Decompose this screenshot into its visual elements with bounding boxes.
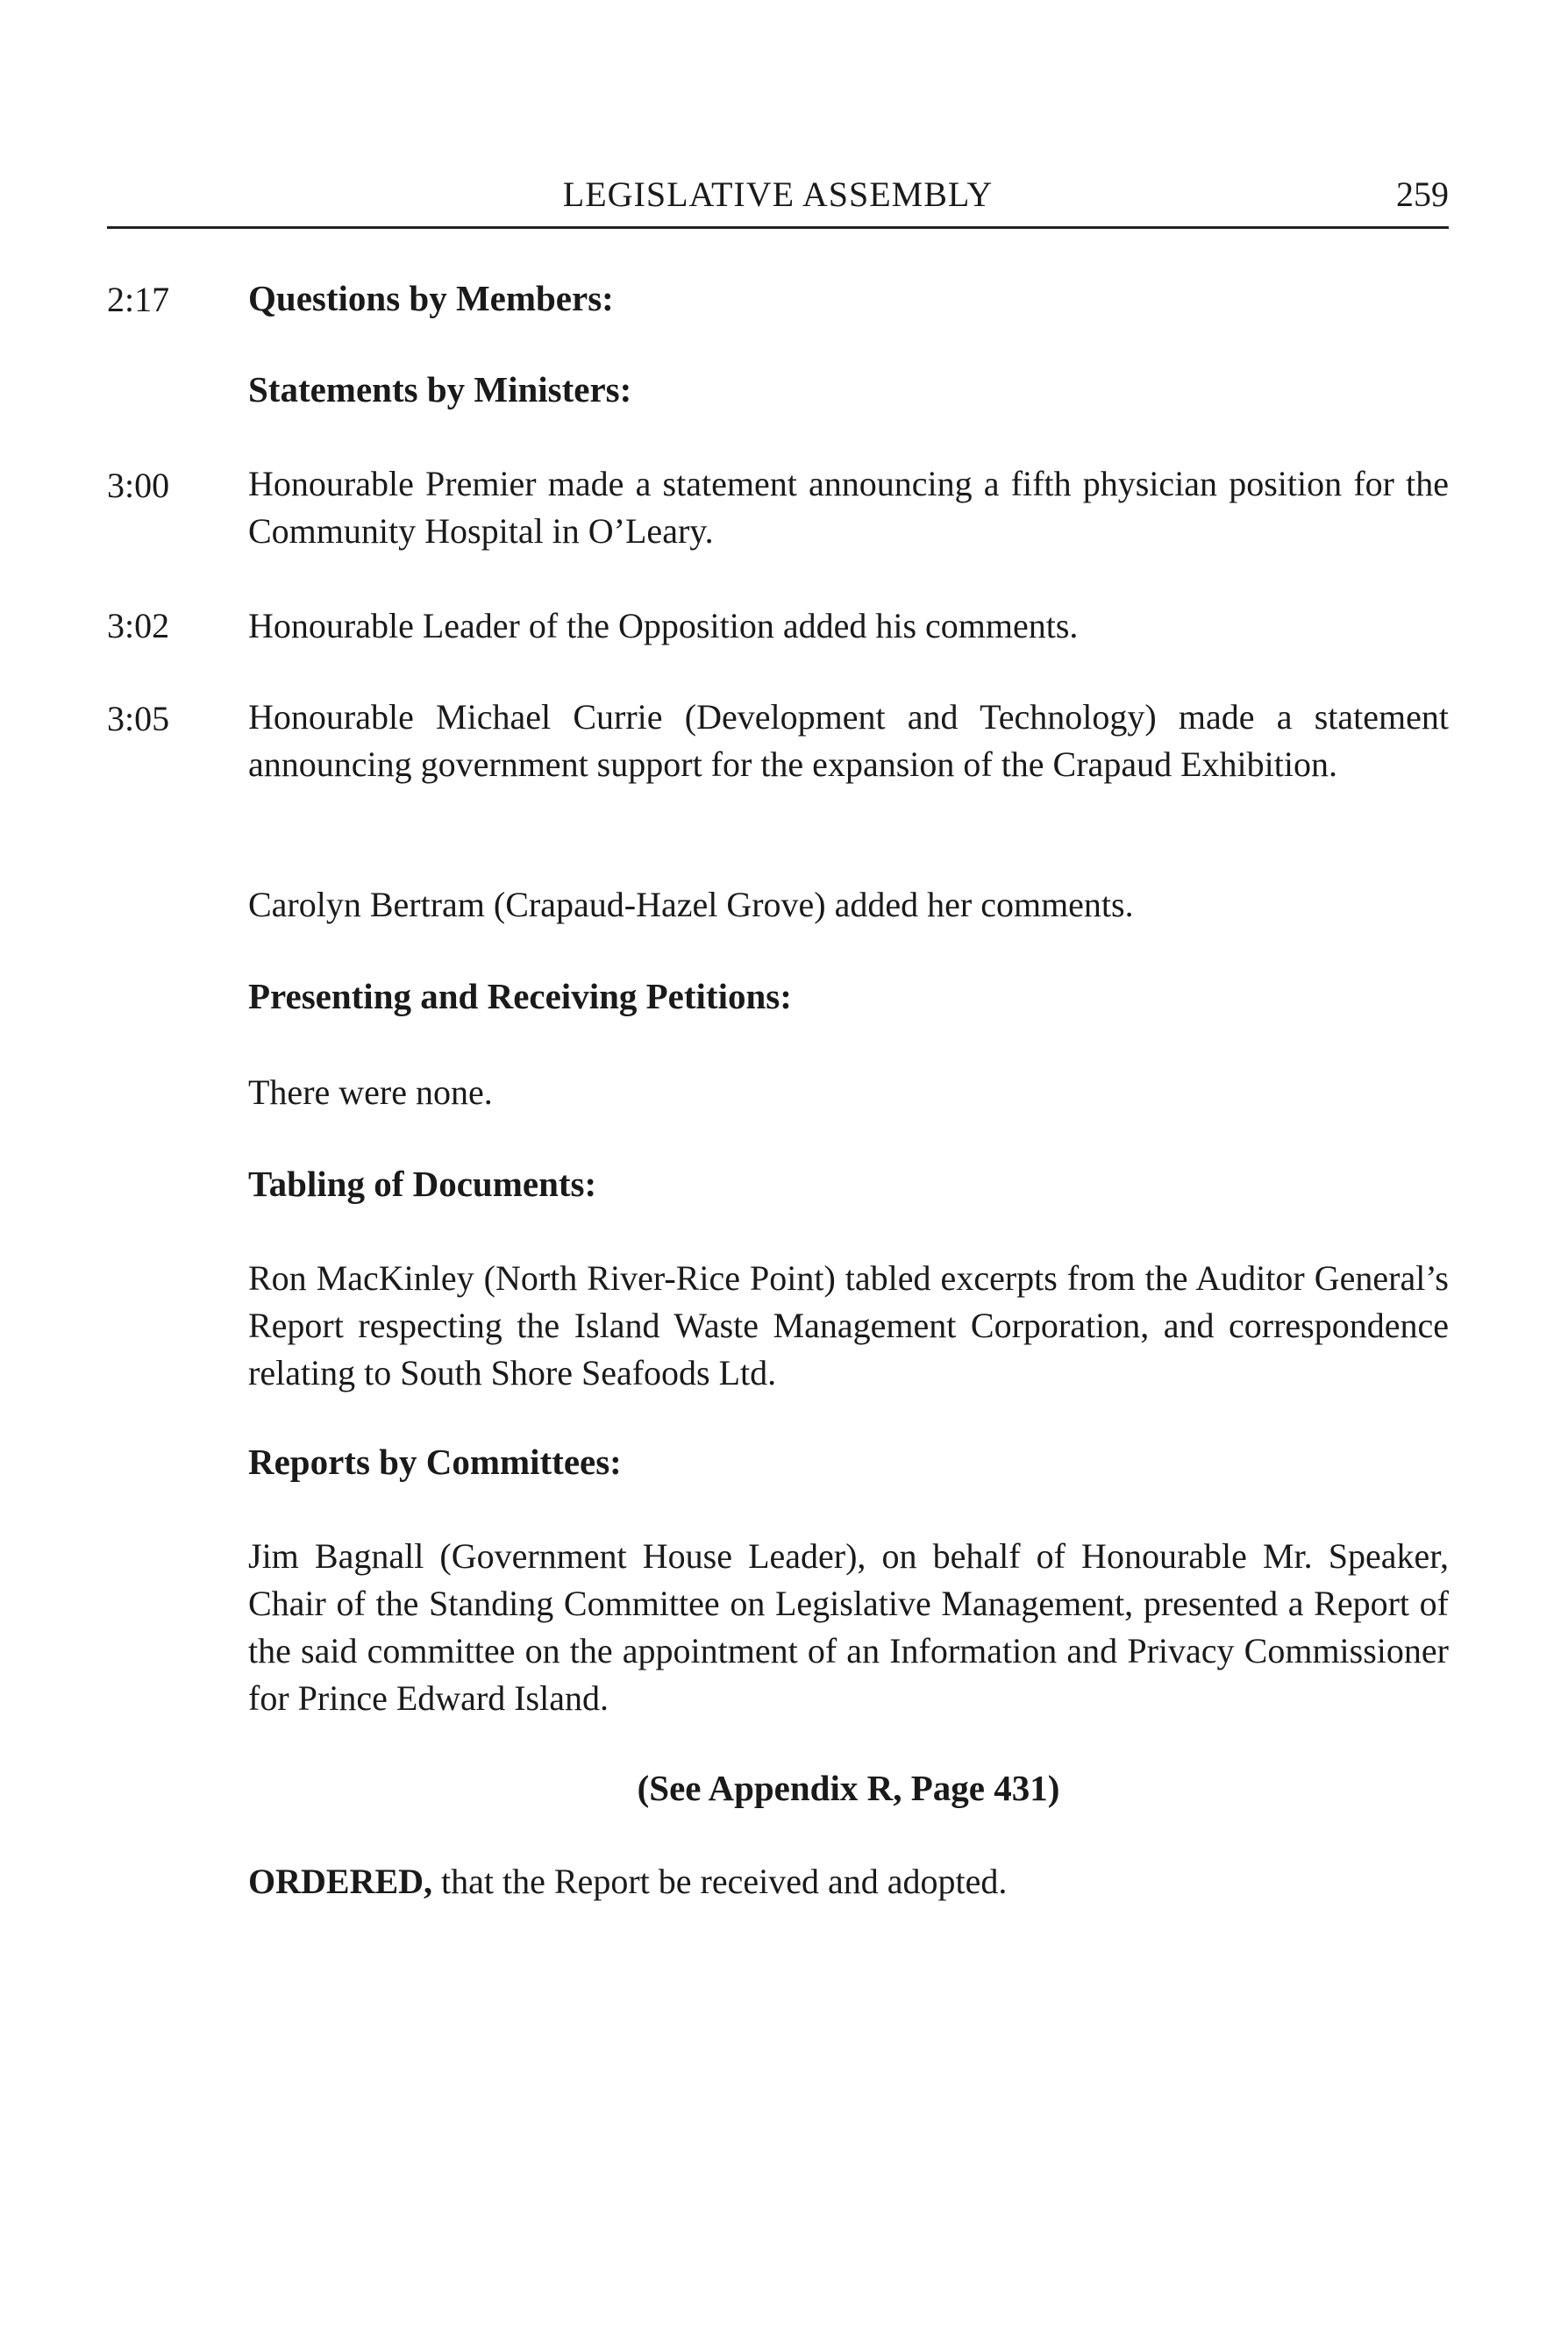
heading-statements-by-ministers: Statements by Ministers: xyxy=(248,369,632,410)
timestamp-2-17: 2:17 xyxy=(107,280,170,319)
page-number: 259 xyxy=(1396,174,1449,214)
heading-petitions: Presenting and Receiving Petitions: xyxy=(248,976,792,1016)
heading-tabling-of-documents: Tabling of Documents: xyxy=(248,1164,597,1204)
paragraph-premier-statement: Honourable Premier made a statement announcing a fifth physician position for the Community Hospital in O’Leary. xyxy=(248,464,1449,551)
timestamp-3-02: 3:02 xyxy=(107,606,170,645)
paragraph-mackinley-tabling: Ron MacKinley (North River-Rice Point) tabled excerpts from the Auditor General’s Report respecting the Island Waste Management Corporation, and correspondence relating to South Shore Seafoods Ltd. xyxy=(248,1258,1449,1392)
ordered-text: that the Report be received and adopted. xyxy=(432,1862,1008,1901)
paragraph-leader-comments: Honourable Leader of the Opposition added his comments. xyxy=(248,606,1079,645)
timestamp-3-05: 3:05 xyxy=(107,699,170,738)
appendix-reference: (See Appendix R, Page 431) xyxy=(637,1768,1060,1808)
ordered-keyword: ORDERED, xyxy=(248,1862,433,1901)
paragraph-bertram-comments: Carolyn Bertram (Crapaud-Hazel Grove) added her comments. xyxy=(248,885,1134,924)
page-header xyxy=(107,172,1449,229)
paragraph-currie-statement: Honourable Michael Currie (Development and Technology) made a statement announcing government support for the expansion of the Crapaud Exhibition. xyxy=(248,697,1449,784)
running-title: LEGISLATIVE ASSEMBLY xyxy=(562,174,994,214)
ordered-motion xyxy=(248,1861,1007,1902)
paragraph-bagnall-report: Jim Bagnall (Government House Leader), on behalf of Honourable Mr. Speaker, Chair of the Standing Committee on Legislative Management, presented a Report of the said committee on the appointment of an Information and Privacy Commissioner for Prince Edward Island. xyxy=(248,1536,1449,1718)
heading-questions-by-members: Questions by Members: xyxy=(248,278,614,318)
heading-reports-by-committees: Reports by Committees: xyxy=(248,1442,622,1482)
paragraph-petitions-none: There were none. xyxy=(248,1072,493,1112)
timestamp-3-00: 3:00 xyxy=(107,466,170,505)
